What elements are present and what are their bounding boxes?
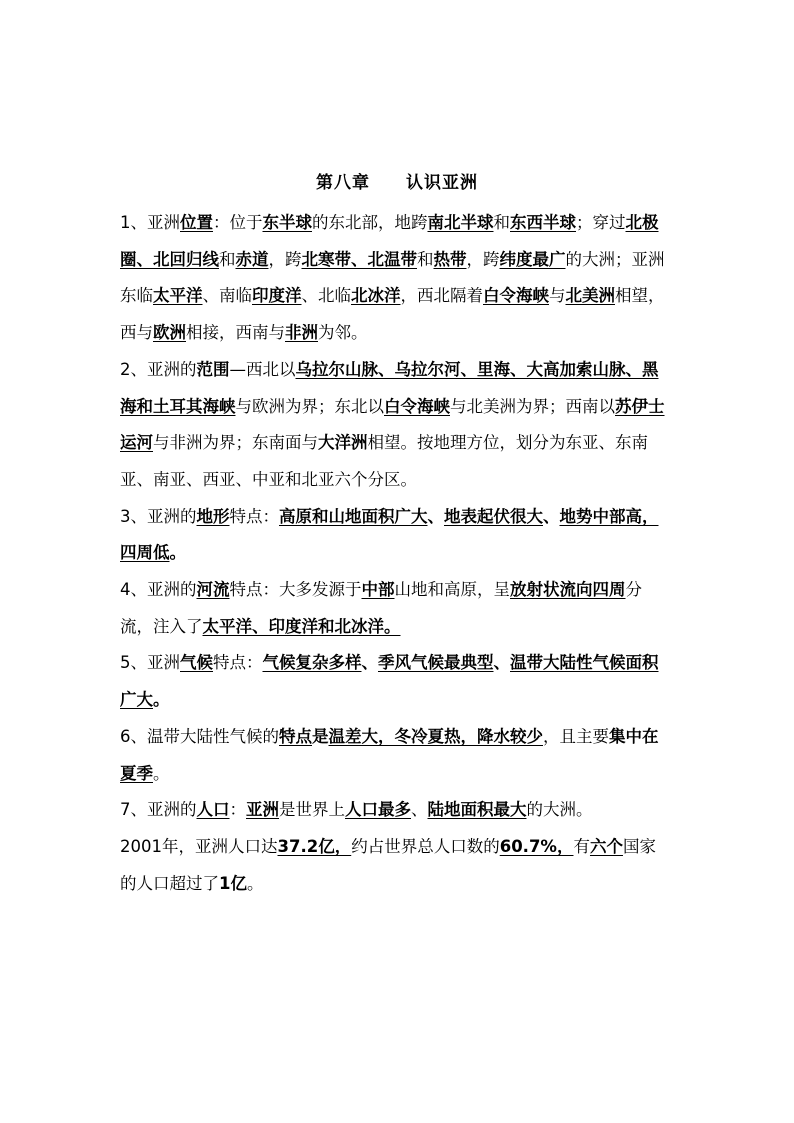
key-term: 人口最多 bbox=[345, 800, 411, 820]
key-term: 赤道 bbox=[235, 249, 269, 269]
key-term: 白令海峡 bbox=[384, 396, 450, 416]
text-segment: 国家的人口超过了 bbox=[120, 836, 656, 893]
key-term: 陆地面积最大 bbox=[427, 800, 527, 820]
text-segment: 、 bbox=[493, 653, 510, 673]
key-term: 东西半球 bbox=[510, 213, 576, 232]
key-term: 北美洲 bbox=[565, 286, 615, 306]
text-segment: 特点： bbox=[229, 506, 279, 526]
key-term: 印度洋 bbox=[252, 286, 302, 306]
text-segment: 6、温带大陆性气候的 bbox=[120, 726, 279, 746]
text-segment: 的东北部，地跨 bbox=[312, 213, 428, 232]
text-segment: 大洋洲 bbox=[318, 433, 368, 453]
key-term: 苏伊士运河 bbox=[120, 396, 665, 453]
text-segment: 7、亚洲的 bbox=[120, 800, 197, 820]
text-segment: 3、亚洲的 bbox=[120, 506, 197, 526]
text-segment: ，且主要 bbox=[543, 726, 609, 746]
key-term: 季风气候最典型 bbox=[378, 653, 494, 673]
chapter-title: 第八章 认识亚洲 bbox=[316, 173, 478, 193]
paragraph bbox=[120, 352, 670, 499]
text-segment: 山地和高原，呈 bbox=[394, 580, 510, 600]
key-term: 夏季 bbox=[120, 763, 153, 783]
key-term: 北极圈、北回归线 bbox=[120, 213, 659, 269]
text-segment: 是 bbox=[312, 726, 329, 746]
text-segment: 。 bbox=[246, 873, 264, 893]
key-term: 气候复杂多样 bbox=[262, 653, 362, 673]
text-segment: 和 bbox=[417, 249, 434, 269]
text-segment: 2001年，亚洲人口达 bbox=[120, 836, 278, 856]
key-term: 太平洋、印度洋和北冰洋。 bbox=[202, 616, 401, 636]
text-segment: 与 bbox=[549, 286, 566, 306]
text-segment: 相接，西南与 bbox=[186, 323, 285, 343]
text-segment: 。 bbox=[169, 543, 186, 563]
text-segment: 、北临 bbox=[301, 286, 351, 306]
key-term: 欧洲 bbox=[153, 323, 186, 343]
key-term: 温差大，冬冷夏热，降水较少 bbox=[328, 726, 543, 746]
text-segment: ，跨 bbox=[268, 249, 302, 269]
text-segment: 和 bbox=[493, 213, 510, 232]
text-segment: 范围 bbox=[196, 359, 230, 379]
text-segment: 1、亚洲 bbox=[120, 213, 180, 232]
text-segment: 的大洲。 bbox=[526, 800, 593, 820]
text-segment: 和 bbox=[219, 249, 236, 269]
paragraph bbox=[120, 572, 670, 645]
text-segment: 2、亚洲的 bbox=[120, 359, 197, 379]
key-term: 热带 bbox=[433, 249, 467, 269]
text-segment: ： bbox=[229, 800, 246, 820]
key-term: 位置 bbox=[180, 213, 213, 232]
key-term: 地表起伏很大 bbox=[444, 506, 543, 526]
key-term: 特点 bbox=[279, 726, 312, 746]
document-body bbox=[120, 205, 670, 902]
paragraph bbox=[120, 719, 670, 792]
key-term: 北寒带、北温带 bbox=[301, 249, 417, 269]
text-segment: 、 bbox=[361, 653, 378, 673]
text-segment: 相望，西与 bbox=[120, 286, 665, 343]
key-term: 人口 bbox=[196, 800, 230, 820]
text-segment: 5、亚洲 bbox=[120, 653, 180, 673]
key-term: 南北半球 bbox=[427, 213, 494, 232]
text-segment: 、 bbox=[543, 506, 560, 526]
text-segment: 。 bbox=[153, 763, 170, 783]
key-term: 60.7%， bbox=[499, 836, 574, 856]
text-segment: 有 bbox=[573, 836, 590, 856]
paragraph bbox=[120, 792, 670, 829]
key-term: 北冰洋 bbox=[351, 286, 401, 306]
text-segment: 4、亚洲的 bbox=[120, 580, 197, 600]
key-term: 东半球 bbox=[262, 213, 312, 232]
text-segment: ：位于 bbox=[213, 213, 263, 232]
key-term: 非洲 bbox=[285, 323, 318, 343]
key-term: 六个 bbox=[589, 836, 623, 856]
paragraph bbox=[120, 205, 670, 352]
paragraph bbox=[120, 499, 670, 572]
text-segment: ，西北隔着 bbox=[400, 286, 483, 306]
key-term: 温带大陆性气候面积广大 bbox=[120, 653, 659, 710]
paragraph bbox=[120, 829, 670, 902]
text-segment: 集中在 bbox=[609, 726, 659, 746]
key-term: 37.2亿， bbox=[277, 836, 352, 856]
text-segment: 、 bbox=[411, 800, 428, 820]
key-term: 乌拉尔山脉、乌拉尔河、里海、大高加索山脉、黑海和土耳其海峡 bbox=[120, 359, 659, 416]
text-segment: 与欧洲为界；东北以 bbox=[235, 396, 384, 416]
text-segment: 与非洲为界；东南面与 bbox=[153, 433, 318, 453]
key-term: 地势中部高，四周低 bbox=[120, 506, 659, 563]
key-term: 纬度最广 bbox=[499, 249, 566, 269]
text-segment: 特点： bbox=[213, 653, 263, 673]
paragraph bbox=[120, 645, 670, 718]
key-term: 地形 bbox=[196, 506, 230, 526]
key-term: 中部 bbox=[361, 580, 395, 600]
text-segment: 与北美洲为界；西南以 bbox=[450, 396, 615, 416]
key-term: 白令海峡 bbox=[483, 286, 549, 306]
text-segment: 的大洲；亚洲东临 bbox=[120, 249, 665, 306]
text-segment: 1亿 bbox=[219, 873, 247, 893]
text-segment: 约占世界总人口数的 bbox=[351, 836, 500, 856]
text-segment: 、南临 bbox=[202, 286, 252, 306]
key-term: 放射状流向四周 bbox=[510, 580, 626, 600]
text-segment: —西北以 bbox=[229, 359, 296, 379]
text-segment: 为邻。 bbox=[318, 323, 368, 343]
text-segment: 特点：大多发源于 bbox=[229, 580, 362, 600]
key-term: 气候 bbox=[180, 653, 213, 673]
text-segment: ，跨 bbox=[466, 249, 500, 269]
key-term: 亚洲 bbox=[246, 800, 279, 820]
text-segment: 是世界上 bbox=[279, 800, 345, 820]
text-segment: 、 bbox=[427, 506, 444, 526]
text-segment: 相望。按地理方位，划分为东亚、东南亚、南亚、西亚、中亚和北亚六个分区。 bbox=[120, 433, 648, 489]
text-segment: 。 bbox=[153, 690, 170, 710]
key-term: 高原和山地面积广大 bbox=[279, 506, 428, 526]
key-term: 太平洋 bbox=[153, 286, 203, 306]
text-segment: 分流，注入了 bbox=[120, 580, 642, 636]
key-term: 河流 bbox=[196, 580, 230, 600]
text-segment: ；穿过 bbox=[576, 213, 626, 232]
